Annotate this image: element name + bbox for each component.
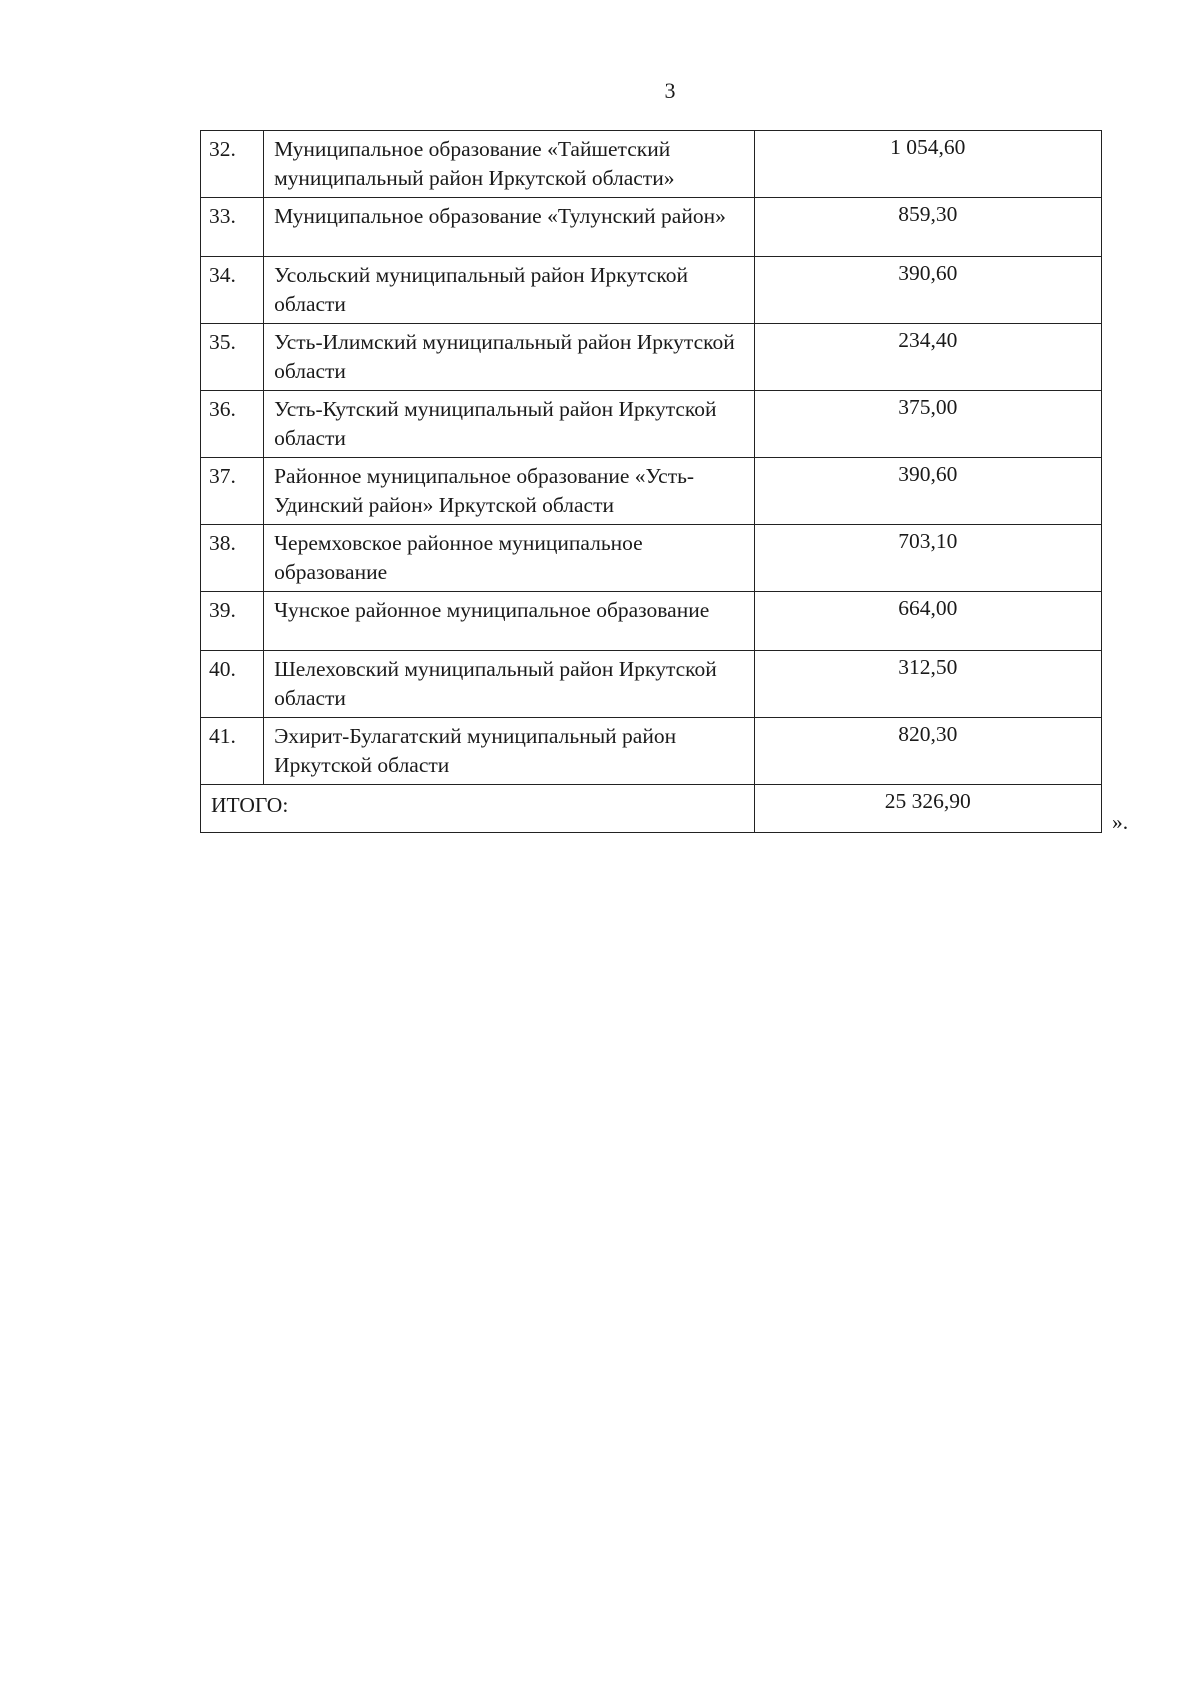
allocation-table-body — [201, 131, 1102, 833]
municipality-name: Шелеховский муниципальный район Иркутской области — [264, 651, 755, 718]
table-row — [201, 131, 1102, 198]
table-row — [201, 525, 1102, 592]
page-number: 3 — [664, 78, 676, 103]
allocation-value: 390,60 — [754, 458, 1101, 525]
row-number: 36. — [201, 391, 264, 458]
row-number: 39. — [201, 592, 264, 651]
allocation-value: 375,00 — [754, 391, 1101, 458]
row-number: 40. — [201, 651, 264, 718]
row-number: 35. — [201, 324, 264, 391]
municipality-name: Усть-Кутский муниципальный район Иркутской области — [264, 391, 755, 458]
row-number: 34. — [201, 257, 264, 324]
row-number: 32. — [201, 131, 264, 198]
total-value: 25 326,90 — [754, 785, 1101, 833]
table-row — [201, 651, 1102, 718]
table-row — [201, 198, 1102, 257]
total-row — [201, 785, 1102, 833]
allocation-value: 1 054,60 — [754, 131, 1101, 198]
table-row — [201, 324, 1102, 391]
municipality-name: Чунское районное муниципальное образование — [264, 592, 755, 651]
allocation-value: 820,30 — [754, 718, 1101, 785]
table-row — [201, 718, 1102, 785]
closing-quote: ». — [1112, 810, 1129, 834]
table-row — [201, 458, 1102, 525]
row-number: 38. — [201, 525, 264, 592]
municipality-name: Эхирит-Булагатский муниципальный район Иркутской области — [264, 718, 755, 785]
allocation-value: 703,10 — [754, 525, 1101, 592]
allocation-value: 312,50 — [754, 651, 1101, 718]
row-number: 41. — [201, 718, 264, 785]
row-number: 37. — [201, 458, 264, 525]
total-label: ИТОГО: — [201, 785, 755, 833]
table-row — [201, 592, 1102, 651]
allocation-value: 234,40 — [754, 324, 1101, 391]
table-row — [201, 391, 1102, 458]
allocation-value: 859,30 — [754, 198, 1101, 257]
allocation-table — [200, 130, 1102, 833]
municipality-name: Усольский муниципальный район Иркутской области — [264, 257, 755, 324]
municipality-name: Муниципальное образование «Тайшетский муниципальный район Иркутской области» — [264, 131, 755, 198]
municipality-name: Муниципальное образование «Тулунский район» — [264, 198, 755, 257]
allocation-value: 390,60 — [754, 257, 1101, 324]
municipality-name: Районное муниципальное образование «Усть-Удинский район» Иркутской области — [264, 458, 755, 525]
table-row — [201, 257, 1102, 324]
row-number: 33. — [201, 198, 264, 257]
municipality-name: Усть-Илимский муниципальный район Иркутской области — [264, 324, 755, 391]
municipality-name: Черемховское районное муниципальное образование — [264, 525, 755, 592]
allocation-value: 664,00 — [754, 592, 1101, 651]
